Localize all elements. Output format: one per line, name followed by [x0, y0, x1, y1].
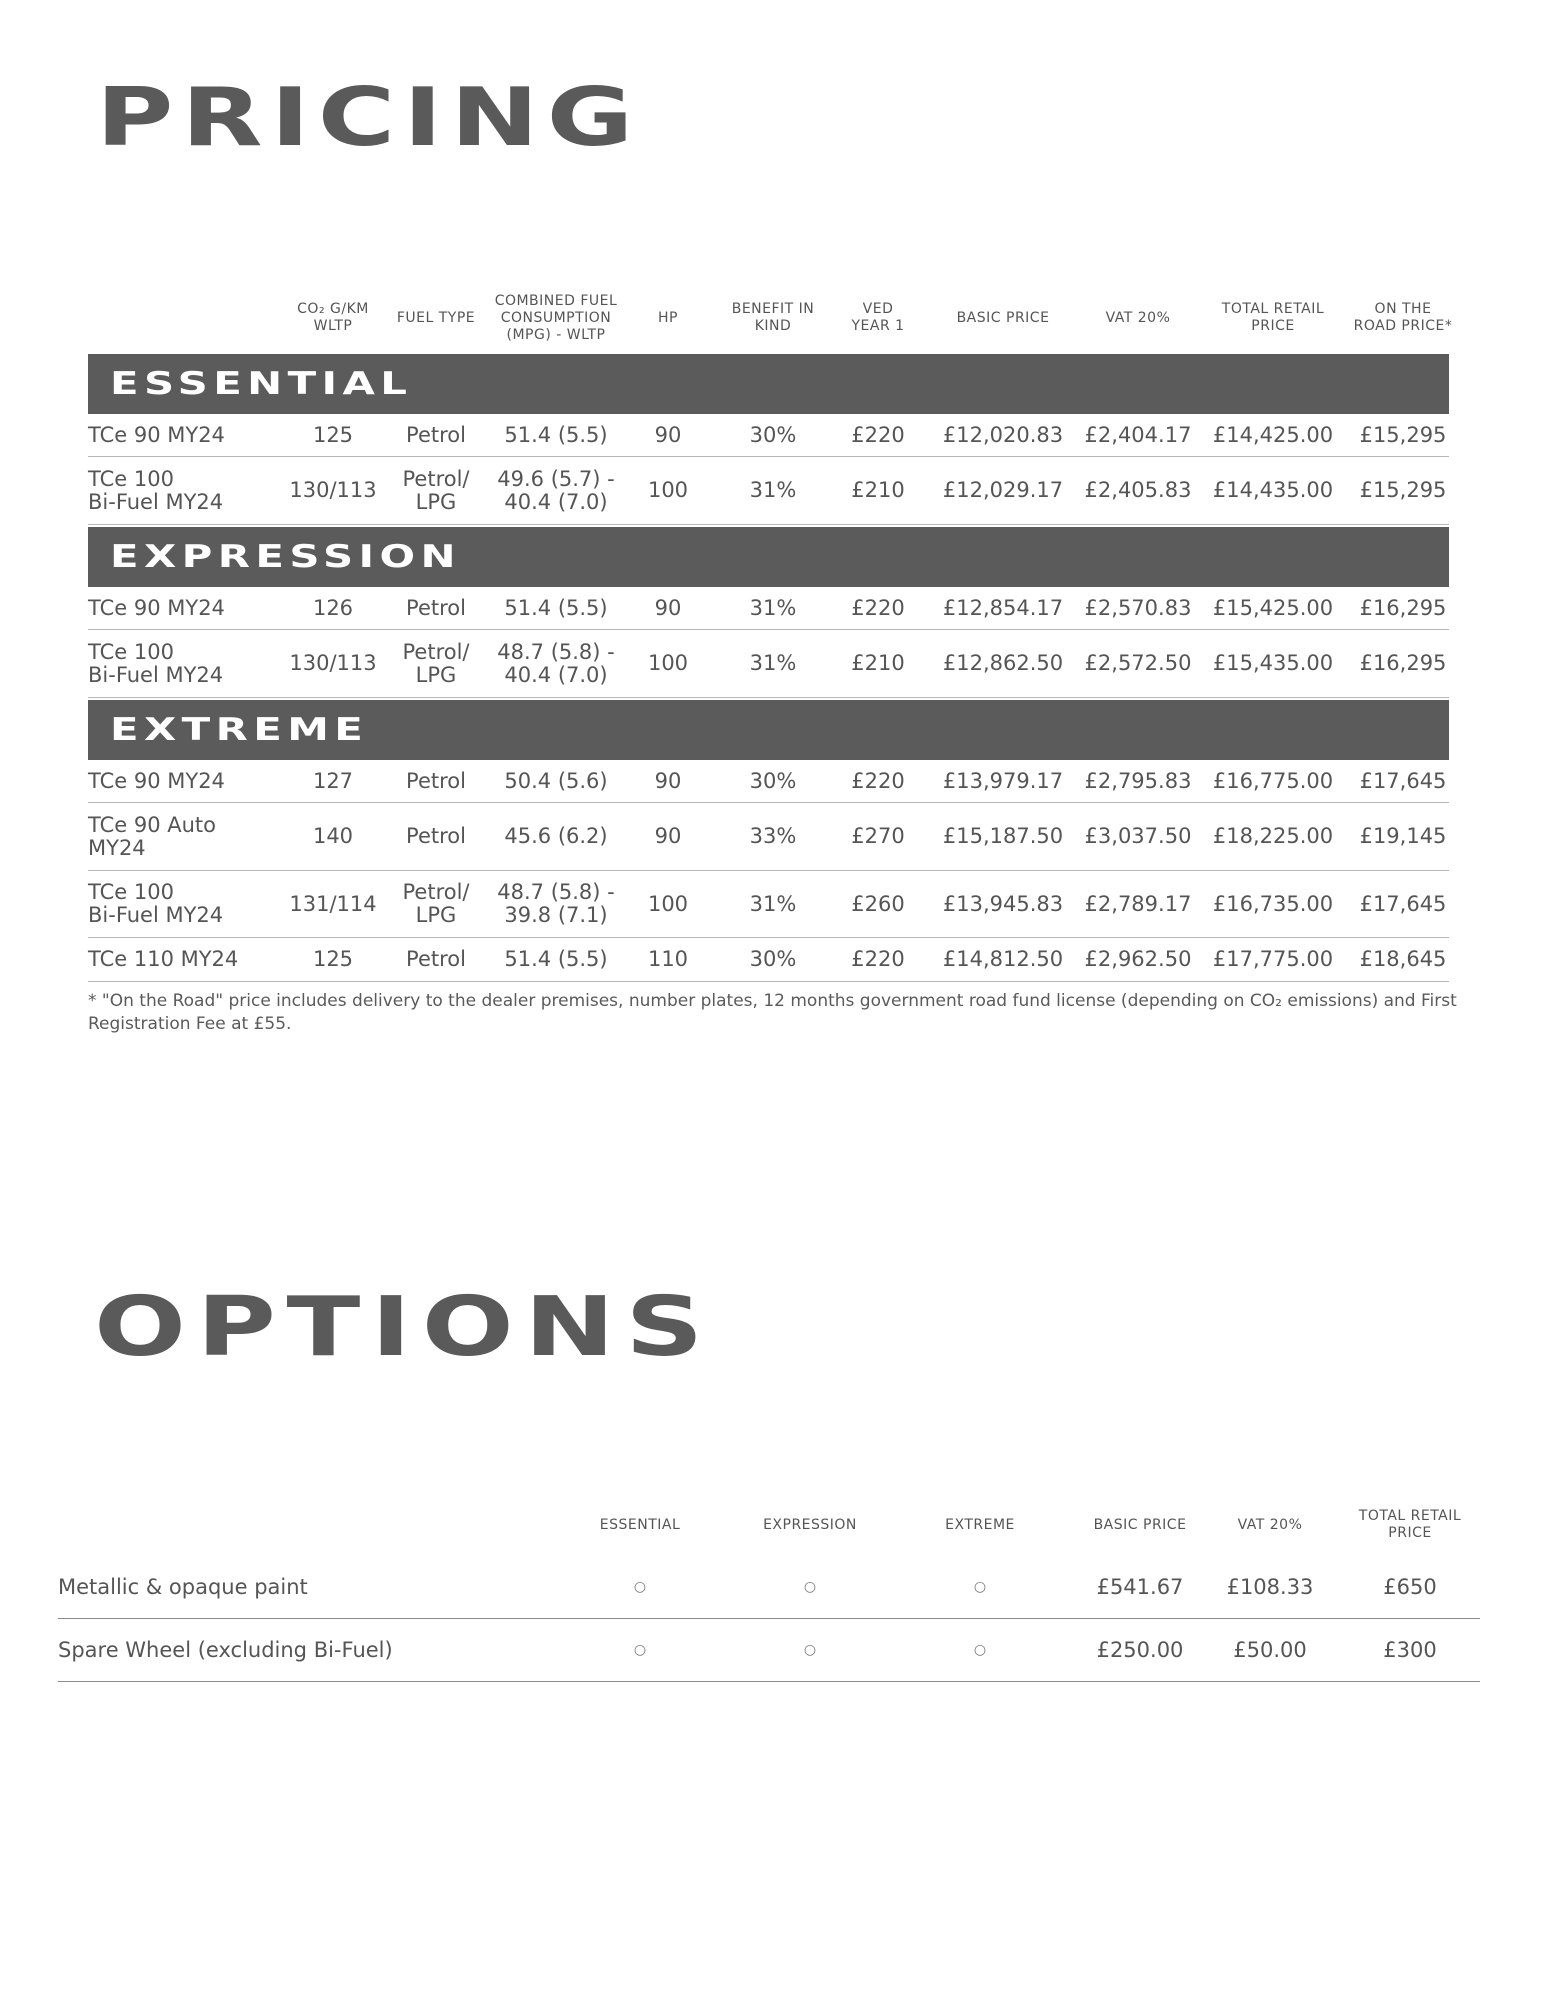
- group-band-label: EXTREME: [110, 712, 369, 748]
- cell-mpg: 51.4 (5.5): [504, 595, 608, 620]
- cell-hp: 90: [654, 824, 682, 848]
- pricing-table-header: [88, 288, 1453, 348]
- cell-fuel: Petrol/ LPG: [402, 466, 470, 514]
- table-row: [88, 587, 1449, 630]
- cell-total: £14,435.00: [1212, 478, 1334, 502]
- header-co2: CO₂ G/KM WLTP: [297, 301, 369, 334]
- table-row: [88, 414, 1449, 457]
- cell-mpg: 48.7 (5.8) - 39.8 (7.1): [497, 880, 615, 927]
- cell-ved: £220: [851, 595, 905, 620]
- table-row: [88, 871, 1449, 938]
- options-row: [58, 1556, 1480, 1619]
- header-hp: HP: [658, 309, 678, 326]
- options-row: [58, 1619, 1480, 1682]
- cell-otr: £17,645: [1359, 768, 1447, 793]
- cell-model: TCe 100 Bi-Fuel MY24: [88, 466, 224, 514]
- header-options-basic: BASIC PRICE: [1093, 1516, 1187, 1533]
- cell-bik: 31%: [749, 651, 797, 675]
- cell-bik: 31%: [749, 595, 797, 620]
- cell-otr: £16,295: [1359, 595, 1447, 620]
- cell-basic: £15,187.50: [942, 824, 1064, 848]
- cell-bik: 33%: [749, 824, 797, 848]
- option-basic: £250.00: [1096, 1638, 1184, 1662]
- option-total: £650: [1383, 1575, 1437, 1599]
- cell-ved: £210: [851, 651, 905, 675]
- header-basic-price: BASIC PRICE: [956, 309, 1050, 326]
- cell-ved: £220: [851, 768, 905, 793]
- cell-total: £17,775.00: [1212, 947, 1334, 971]
- header-consumption: COMBINED FUEL CONSUMPTION (MPG) - WLTP: [494, 292, 618, 343]
- cell-mpg: 49.6 (5.7) - 40.4 (7.0): [497, 466, 615, 514]
- cell-co2: 125: [312, 422, 354, 447]
- option-availability-expression: ○: [803, 1579, 817, 1595]
- cell-ved: £220: [851, 947, 905, 971]
- header-bik: BENEFIT IN KIND: [731, 301, 815, 334]
- header-total-retail: TOTAL RETAIL PRICE: [1221, 301, 1325, 334]
- group-band-extreme: [88, 700, 1449, 760]
- cell-model: TCe 90 MY24: [88, 768, 225, 793]
- table-row: [88, 939, 1449, 982]
- option-total: £300: [1383, 1638, 1437, 1662]
- cell-vat: £2,570.83: [1084, 595, 1192, 620]
- cell-fuel: Petrol/ LPG: [402, 639, 470, 687]
- cell-model: TCe 110 MY24: [88, 947, 239, 971]
- cell-ved: £220: [851, 422, 905, 447]
- option-availability-extreme: ○: [973, 1642, 987, 1658]
- cell-fuel: Petrol: [406, 947, 466, 971]
- header-extreme: EXTREME: [945, 1516, 1015, 1533]
- option-label: Metallic & opaque paint: [58, 1575, 308, 1599]
- header-vat: VAT 20%: [1105, 309, 1171, 326]
- cell-hp: 90: [654, 595, 682, 620]
- cell-vat: £2,405.83: [1084, 478, 1192, 502]
- cell-basic: £14,812.50: [942, 947, 1064, 971]
- cell-co2: 125: [312, 947, 354, 971]
- table-row: [88, 804, 1449, 871]
- option-availability-expression: ○: [803, 1642, 817, 1658]
- cell-fuel: Petrol: [406, 824, 466, 848]
- group-band-label: EXPRESSION: [110, 539, 461, 575]
- cell-co2: 130/113: [289, 651, 377, 675]
- cell-mpg: 48.7 (5.8) - 40.4 (7.0): [497, 639, 615, 687]
- cell-otr: £16,295: [1359, 651, 1447, 675]
- cell-co2: 126: [312, 595, 354, 620]
- cell-vat: £2,404.17: [1084, 422, 1192, 447]
- cell-hp: 100: [647, 891, 689, 916]
- table-row: [88, 760, 1449, 803]
- cell-fuel: Petrol: [406, 595, 466, 620]
- cell-hp: 100: [647, 478, 689, 502]
- pricing-footnote: * "On the Road" price includes delivery to the dealer premises, number plates, 12 months government road fund license (depending on CO₂ emissions) and First Registration Fee at £55.: [88, 991, 1457, 1034]
- group-band-expression: [88, 527, 1449, 587]
- cell-bik: 30%: [749, 947, 797, 971]
- cell-co2: 130/113: [289, 478, 377, 502]
- cell-mpg: 51.4 (5.5): [504, 422, 608, 447]
- option-availability-extreme: ○: [973, 1579, 987, 1595]
- cell-otr: £15,295: [1359, 422, 1447, 447]
- cell-otr: £17,645: [1359, 891, 1447, 916]
- header-options-total: TOTAL RETAIL PRICE: [1358, 1508, 1462, 1541]
- cell-otr: £18,645: [1359, 947, 1447, 971]
- cell-bik: 31%: [749, 891, 797, 916]
- cell-basic: £13,979.17: [942, 768, 1064, 793]
- pricing-title: PRICING: [96, 71, 642, 164]
- cell-model: TCe 100 Bi-Fuel MY24: [88, 880, 224, 927]
- header-otr: ON THE ROAD PRICE*: [1353, 301, 1453, 334]
- option-availability-essential: ○: [633, 1579, 647, 1595]
- cell-fuel: Petrol: [406, 768, 466, 793]
- cell-total: £16,735.00: [1212, 891, 1334, 916]
- cell-total: £16,775.00: [1212, 768, 1334, 793]
- cell-basic: £12,029.17: [942, 478, 1064, 502]
- table-row: [88, 458, 1449, 525]
- options-table-header: [0, 1500, 1541, 1550]
- cell-ved: £210: [851, 478, 905, 502]
- cell-basic: £13,945.83: [942, 891, 1064, 916]
- cell-vat: £2,572.50: [1084, 651, 1192, 675]
- header-ved: VED YEAR 1: [851, 301, 905, 334]
- cell-bik: 31%: [749, 478, 797, 502]
- cell-mpg: 50.4 (5.6): [504, 768, 608, 793]
- cell-fuel: Petrol/ LPG: [402, 880, 470, 927]
- cell-mpg: 51.4 (5.5): [504, 947, 608, 971]
- option-vat: £50.00: [1233, 1638, 1307, 1662]
- group-band-essential: [88, 354, 1449, 414]
- header-options-vat: VAT 20%: [1237, 1516, 1303, 1533]
- option-label: Spare Wheel (excluding Bi-Fuel): [58, 1638, 393, 1662]
- cell-ved: £260: [851, 891, 905, 916]
- cell-bik: 30%: [749, 768, 797, 793]
- cell-hp: 90: [654, 422, 682, 447]
- header-fuel-type: FUEL TYPE: [396, 309, 476, 326]
- cell-model: TCe 100 Bi-Fuel MY24: [88, 639, 224, 687]
- option-vat: £108.33: [1226, 1575, 1314, 1599]
- cell-hp: 110: [647, 947, 689, 971]
- cell-otr: £15,295: [1359, 478, 1447, 502]
- cell-model: TCe 90 MY24: [88, 595, 225, 620]
- options-title: OPTIONS: [94, 1280, 714, 1375]
- cell-vat: £2,962.50: [1084, 947, 1192, 971]
- cell-total: £14,425.00: [1212, 422, 1334, 447]
- cell-basic: £12,854.17: [942, 595, 1064, 620]
- cell-hp: 90: [654, 768, 682, 793]
- header-essential: ESSENTIAL: [599, 1516, 681, 1533]
- cell-model: TCe 90 Auto MY24: [88, 812, 217, 860]
- cell-vat: £3,037.50: [1084, 824, 1192, 848]
- cell-total: £15,425.00: [1212, 595, 1334, 620]
- cell-hp: 100: [647, 651, 689, 675]
- cell-bik: 30%: [749, 422, 797, 447]
- cell-basic: £12,862.50: [942, 651, 1064, 675]
- option-availability-essential: ○: [633, 1642, 647, 1658]
- cell-co2: 131/114: [289, 891, 377, 916]
- cell-vat: £2,795.83: [1084, 768, 1192, 793]
- cell-fuel: Petrol: [406, 422, 466, 447]
- cell-basic: £12,020.83: [942, 422, 1064, 447]
- option-basic: £541.67: [1096, 1575, 1184, 1599]
- cell-vat: £2,789.17: [1084, 891, 1192, 916]
- cell-otr: £19,145: [1359, 824, 1447, 848]
- group-band-label: ESSENTIAL: [110, 366, 413, 402]
- table-row: [88, 631, 1449, 698]
- cell-total: £18,225.00: [1212, 824, 1334, 848]
- cell-model: TCe 90 MY24: [88, 422, 225, 447]
- cell-total: £15,435.00: [1212, 651, 1334, 675]
- cell-co2: 127: [312, 768, 354, 793]
- cell-ved: £270: [851, 824, 905, 848]
- header-expression: EXPRESSION: [763, 1516, 857, 1533]
- cell-co2: 140: [312, 824, 354, 848]
- cell-mpg: 45.6 (6.2): [504, 824, 608, 848]
